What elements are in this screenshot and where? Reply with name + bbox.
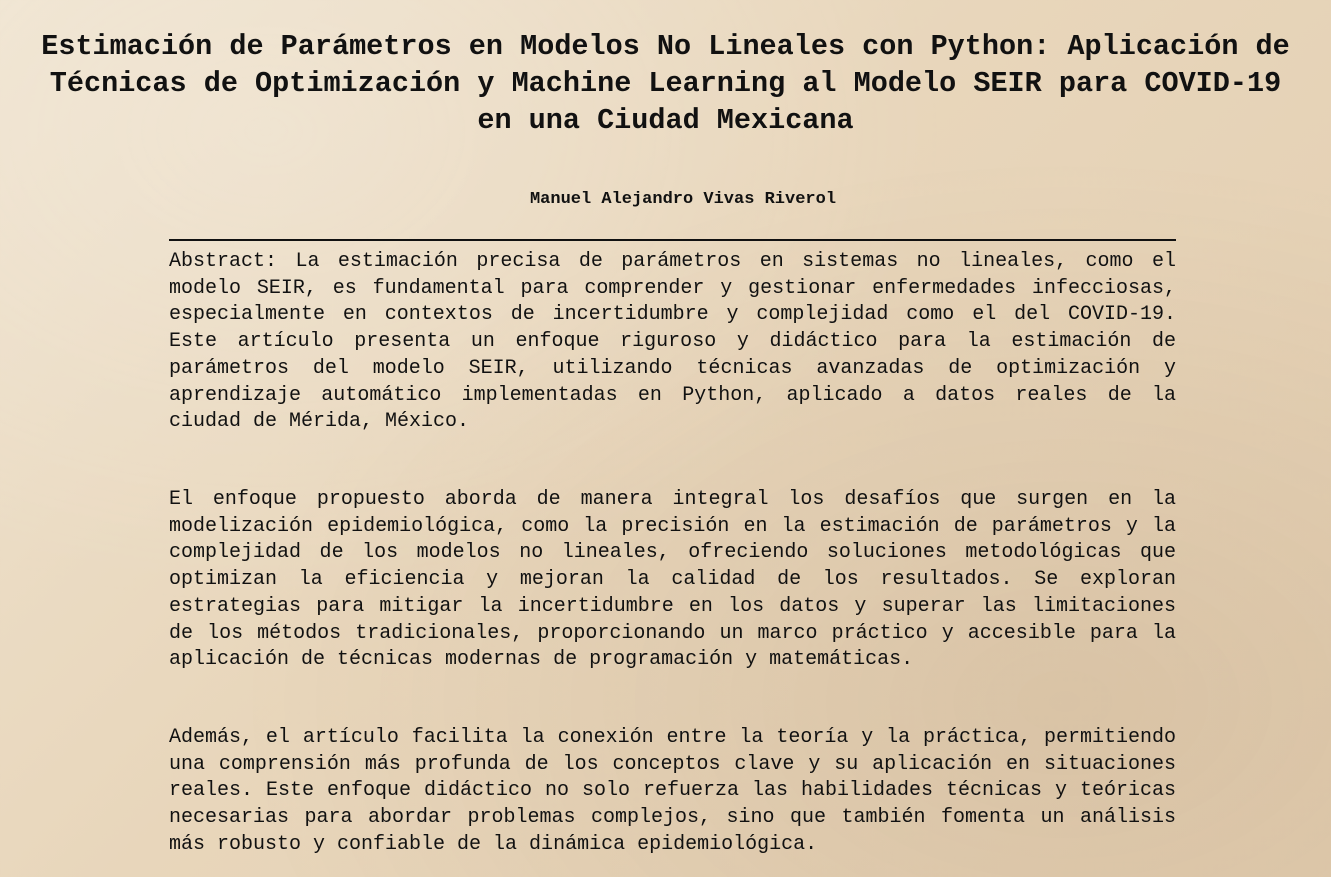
paper-title: Estimación de Parámetros en Modelos No Lineales con Python: Aplicación de Técnicas de Optimización y Machine Learning al Modelo SEIR para COVID-19 en una Ciudad Mexicana [41, 30, 1290, 137]
abstract-paragraph: Abstract: La estimación precisa de parámetros en sistemas no lineales, como el modelo SEIR, es fundamental para comprender y gestionar enfermedades infecciosas, especialmente en contextos de incertidumbre y complejidad como el del COVID-19. Este artículo presenta un enfoque riguroso y didáctico para la estimación de parámetros del modelo SEIR, utilizando técnicas avanzadas de optimización y aprendizaje automático implementadas en Python, aplicado a datos reales de la ciudad de Mérida, México. [169, 250, 1176, 434]
body-paragraph-approach: El enfoque propuesto aborda de manera integral los desafíos que surgen en la modelización epidemiológica, como la precisión en la estimación de parámetros y la complejidad de los modelos no lineales, ofreciendo soluciones metodológicas que optimizan la eficiencia y mejoran la calidad de los resultados. Se exploran estrategias para mitigar la incertidumbre en los datos y superar las limitaciones de los métodos tradicionales, proporcionando un marco práctico y accesible para la aplicación de técnicas modernas de programación y matemáticas. [169, 488, 1176, 672]
author-name: Manuel Alejandro Vivas Riverol [529, 190, 837, 209]
body-paragraph-theory-practice: Además, el artículo facilita la conexión entre la teoría y la práctica, permitiendo una comprensión más profunda de los conceptos clave y su aplicación en situaciones reales. Este enfoque didáctico no solo refuerza las habilidades técnicas y teóricas necesarias para abordar problemas complejos, sino que también fomenta un análisis más robusto y confiable de la dinámica epidemiológica. [169, 726, 1176, 856]
abstract-divider [169, 239, 1176, 241]
